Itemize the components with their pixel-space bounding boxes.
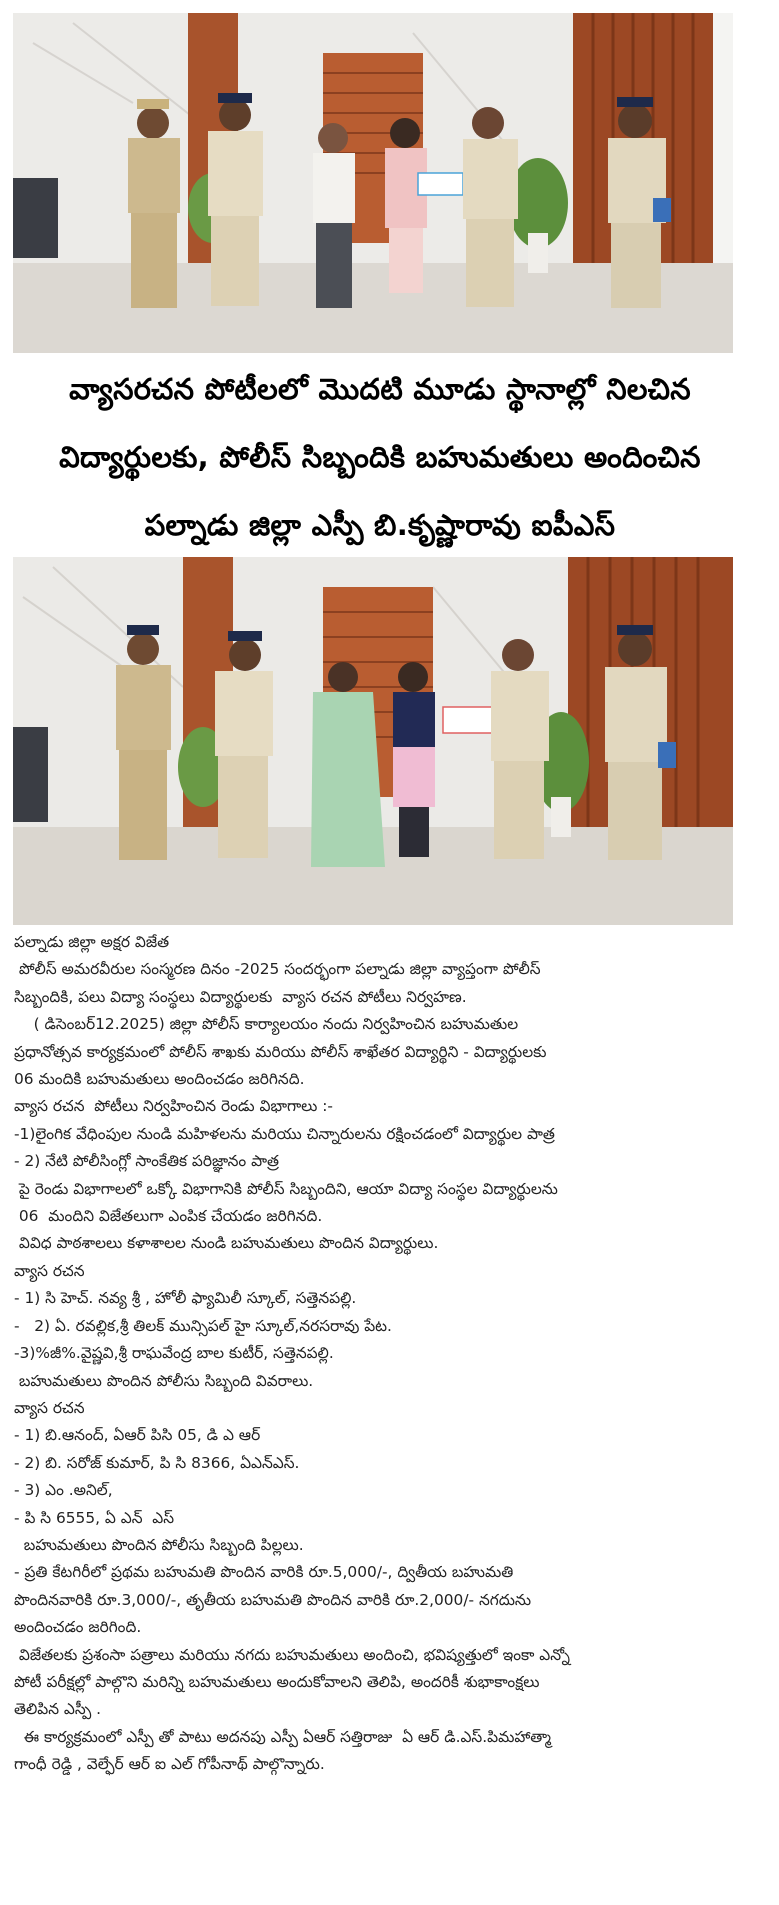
body-line: -3)%జీ%.వైష్ణవి,శ్రీ రాఘవేంద్ర బాల కుటీర్, సత్తెనపల్లి.: [14, 1344, 334, 1363]
body-line: -1)లైంగిక వేధింపుల నుండి మహిళలను మరియు చిన్నారులను రక్షించడంలో విద్యార్థుల పాత్ర: [14, 1124, 555, 1143]
body-line: బహుమతులు పొందిన పోలీసు సిబ్బంది పిల్లలు.: [14, 1535, 304, 1554]
body-line: - 2) ఏ. రవల్లిక,శ్రీ తిలక్ మున్సిపల్ హై స్కూల్,నరసరావు పేట.: [14, 1316, 392, 1335]
body-line: - ప్రతి కేటగిరీలో ప్రథమ బహుమతి పొందిన వారికి రూ.5,000/-, ద్వితీయ బహుమతి: [14, 1563, 514, 1582]
body-line: తెలిపిన ఎస్పీ .: [14, 1700, 101, 1719]
body-line: ఈ కార్యక్రమంలో ఎస్పీ తో పాటు అదనపు ఎస్పీ ఏఆర్ సత్తిరాజు ఏ ఆర్ డి.ఎస్.పిమహాత్మా: [14, 1727, 551, 1746]
body-line: పై రెండు విభాగాలలో ఒక్కో విభాగానికి పోలీస్ సిబ్బందిని, ఆయా విద్యా సంస్థల విద్యార్థులను: [14, 1179, 558, 1198]
body-line: - పి సి 6555, ఏ ఎన్ ఎస్: [14, 1508, 175, 1527]
headline-line-1: వ్యాసరచన పోటీలలో మొదటి మూడు స్థానాల్లో నిలచిన: [69, 372, 691, 406]
body-line: పోటీ పరీక్షల్లో పాల్గొని మరిన్ని బహుమతులు అందుకోవాలని తెలిపి, అందరికీ శుభాకాంక్షలు: [14, 1672, 540, 1691]
body-line: అందించడం జరిగింది.: [14, 1618, 142, 1637]
body-line: పొందినవారికి రూ.3,000/-, తృతీయ బహుమతి పొందిన వారికి రూ.2,000/- నగదును: [14, 1590, 532, 1609]
body-line: పోలీస్ అమరవీరుల సంస్మరణ దినం -2025 సందర్భంగా పల్నాడు జిల్లా వ్యాప్తంగా పోలీస్: [14, 960, 541, 979]
headline: [10, 355, 750, 559]
body-line: బహుమతులు పొందిన పోలీసు సిబ్బంది వివరాలు.: [14, 1371, 314, 1390]
body-line: విజేతలకు ప్రశంసా పత్రాలు మరియు నగదు బహుమతులు అందించి, భవిష్యత్తులో ఇంకా ఎన్నో: [14, 1645, 570, 1664]
body-line: 06 మందిని విజేతలుగా ఎంపిక చేయడం జరిగినది.: [14, 1207, 323, 1226]
body-line: వ్యాస రచన పోటీలు నిర్వహించిన రెండు విభాగాలు :-: [14, 1097, 333, 1116]
body-line: ప్రధానోత్సవ కార్యక్రమంలో పోలీస్ శాఖకు మరియు పోలీస్ శాఖేతర విద్యార్థిని - విద్యార్థులకు: [14, 1042, 547, 1061]
body-line: ( డిసెంబర్12.2025) జిల్లా పోలీస్ కార్యాలయం నందు నిర్వహించిన బహుమతుల: [14, 1015, 519, 1034]
award-photo-1: [13, 13, 733, 353]
body-line: - 1) సి హెచ్. నవ్య శ్రీ , హోలీ ఫ్యామిలీ స్కూల్, సత్తెనపల్లి.: [14, 1289, 357, 1308]
body-line: - 3) ఎం .అనిల్,: [14, 1481, 113, 1500]
body-line: - 1) బి.ఆనంద్, ఏఆర్ పిసి 05, డి ఎ ఆర్: [14, 1426, 261, 1445]
headline-line-3: పల్నాడు జిల్లా ఎస్పీ బి.కృష్ణారావు ఐపీఎస్: [144, 508, 616, 542]
article-body: [14, 929, 728, 1779]
body-line: వ్యాస రచన: [14, 1398, 85, 1417]
award-photo-2: [13, 557, 733, 925]
body-line: 06 మందికి బహుమతులు అందించడం జరిగినది.: [14, 1070, 305, 1089]
body-line: - 2) బి. సరోజ్ కుమార్, పి సి 8366, ఏఎన్ఎస్.: [14, 1453, 300, 1472]
body-line: - 2) నేటి పోలీసింగ్లో సాంకేతిక పరిజ్ఞానం పాత్ర: [14, 1152, 279, 1171]
body-line: వ్యాస రచన: [14, 1261, 85, 1280]
body-line: సిబ్బందికి, పలు విద్యా సంస్థలు విద్యార్థులకు వ్యాస రచన పోటీలు నిర్వహణ.: [14, 987, 467, 1006]
body-line: గాంధీ రెడ్డి , వెల్ఫేర్ ఆర్ ఐ ఎల్ గోపీనాథ్ పాల్గొన్నారు.: [14, 1755, 325, 1774]
body-line: వివిధ పాఠశాలలు కళాశాలల నుండి బహుమతులు పొందిన విద్యార్థులు.: [14, 1234, 439, 1253]
headline-line-2: విద్యార్థులకు, పోలీస్ సిబ్బందికి బహుమతులు అందించిన: [59, 440, 701, 474]
body-line: పల్నాడు జిల్లా అక్షర విజేత: [14, 933, 170, 951]
